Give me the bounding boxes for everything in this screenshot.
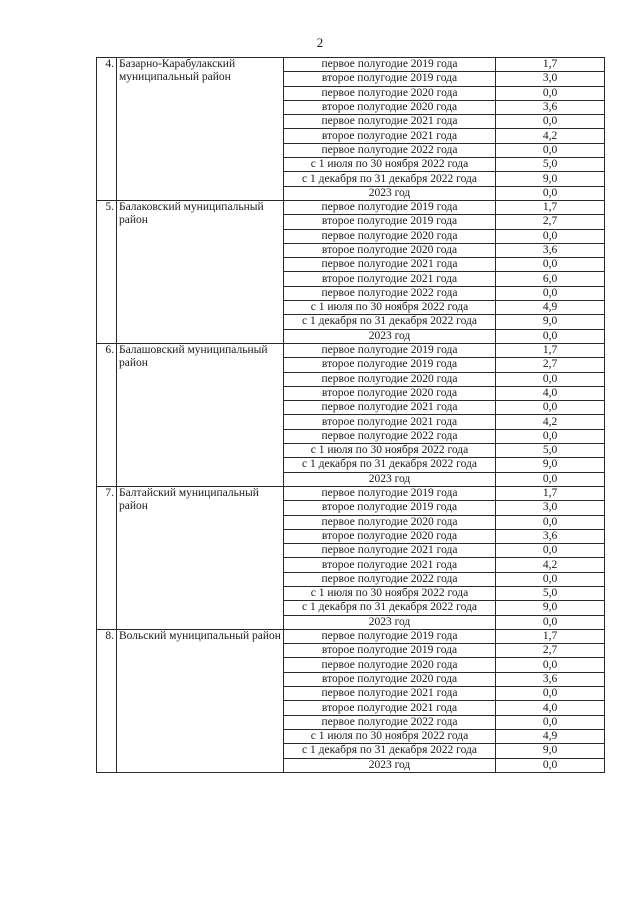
table-row [97, 200, 605, 214]
value-cell: 0,0 [496, 401, 605, 415]
period-cell: с 1 декабря по 31 декабря 2022 года [284, 601, 496, 615]
period-cell: второе полугодие 2021 года [284, 558, 496, 572]
period-cell: 2023 год [284, 758, 496, 772]
period-cell: второе полугодие 2020 года [284, 386, 496, 400]
period-cell: второе полугодие 2021 года [284, 272, 496, 286]
value-cell: 0,0 [496, 472, 605, 486]
value-cell: 5,0 [496, 586, 605, 600]
period-cell: второе полугодие 2020 года [284, 529, 496, 543]
value-cell: 0,0 [496, 115, 605, 129]
value-cell: 0,0 [496, 86, 605, 100]
value-cell: 4,9 [496, 301, 605, 315]
period-cell: 2023 год [284, 615, 496, 629]
value-cell: 3,6 [496, 100, 605, 114]
value-cell: 0,0 [496, 229, 605, 243]
period-cell: с 1 декабря по 31 декабря 2022 года [284, 315, 496, 329]
value-cell: 3,0 [496, 72, 605, 86]
period-cell: второе полугодие 2021 года [284, 415, 496, 429]
district-name: Вольский муниципальный район [117, 629, 284, 772]
value-cell: 0,0 [496, 186, 605, 200]
period-cell: второе полугодие 2019 года [284, 644, 496, 658]
period-cell: первое полугодие 2022 года [284, 572, 496, 586]
period-cell: 2023 год [284, 472, 496, 486]
table-row [97, 629, 605, 643]
period-cell: с 1 июля по 30 ноября 2022 года [284, 729, 496, 743]
value-cell: 0,0 [496, 687, 605, 701]
value-cell: 3,0 [496, 501, 605, 515]
period-cell: первое полугодие 2021 года [284, 544, 496, 558]
table-row [97, 58, 605, 72]
value-cell: 1,7 [496, 343, 605, 357]
period-cell: первое полугодие 2022 года [284, 286, 496, 300]
value-cell: 4,0 [496, 701, 605, 715]
period-cell: второе полугодие 2019 года [284, 72, 496, 86]
value-cell: 0,0 [496, 758, 605, 772]
value-cell: 9,0 [496, 458, 605, 472]
value-cell: 0,0 [496, 544, 605, 558]
period-cell: первое полугодие 2019 года [284, 200, 496, 214]
value-cell: 4,0 [496, 386, 605, 400]
value-cell: 2,7 [496, 358, 605, 372]
value-cell: 9,0 [496, 172, 605, 186]
value-cell: 0,0 [496, 372, 605, 386]
value-cell: 0,0 [496, 286, 605, 300]
district-name: Балаковский муниципальный район [117, 200, 284, 343]
value-cell: 3,6 [496, 529, 605, 543]
period-cell: второе полугодие 2019 года [284, 358, 496, 372]
district-number: 7. [97, 486, 117, 629]
period-cell: первое полугодие 2022 года [284, 715, 496, 729]
period-cell: второе полугодие 2021 года [284, 129, 496, 143]
value-cell: 0,0 [496, 615, 605, 629]
value-cell: 0,0 [496, 715, 605, 729]
period-cell: первое полугодие 2021 года [284, 687, 496, 701]
value-cell: 3,6 [496, 672, 605, 686]
district-name: Балтайский муниципальный район [117, 486, 284, 629]
table-row [97, 343, 605, 357]
value-cell: 1,7 [496, 58, 605, 72]
period-cell: первое полугодие 2019 года [284, 486, 496, 500]
period-cell: с 1 декабря по 31 декабря 2022 года [284, 458, 496, 472]
tariff-table [96, 57, 605, 773]
value-cell: 6,0 [496, 272, 605, 286]
value-cell: 4,9 [496, 729, 605, 743]
period-cell: второе полугодие 2021 года [284, 701, 496, 715]
value-cell: 9,0 [496, 315, 605, 329]
value-cell: 4,2 [496, 129, 605, 143]
period-cell: с 1 июля по 30 ноября 2022 года [284, 158, 496, 172]
district-number: 8. [97, 629, 117, 772]
value-cell: 1,7 [496, 486, 605, 500]
value-cell: 5,0 [496, 158, 605, 172]
value-cell: 4,2 [496, 558, 605, 572]
period-cell: второе полугодие 2019 года [284, 215, 496, 229]
value-cell: 9,0 [496, 601, 605, 615]
district-name: Балашовский муниципальный район [117, 343, 284, 486]
period-cell: первое полугодие 2020 года [284, 372, 496, 386]
value-cell: 2,7 [496, 644, 605, 658]
district-number: 5. [97, 200, 117, 343]
district-number: 4. [97, 58, 117, 201]
period-cell: первое полугодие 2020 года [284, 86, 496, 100]
period-cell: первое полугодие 2020 года [284, 229, 496, 243]
period-cell: первое полугодие 2020 года [284, 658, 496, 672]
value-cell: 0,0 [496, 258, 605, 272]
value-cell: 1,7 [496, 200, 605, 214]
period-cell: первое полугодие 2022 года [284, 143, 496, 157]
period-cell: с 1 июля по 30 ноября 2022 года [284, 586, 496, 600]
period-cell: первое полугодие 2022 года [284, 429, 496, 443]
page-number: 2 [316, 35, 324, 50]
period-cell: первое полугодие 2021 года [284, 401, 496, 415]
value-cell: 1,7 [496, 629, 605, 643]
value-cell: 2,7 [496, 215, 605, 229]
period-cell: первое полугодие 2021 года [284, 115, 496, 129]
period-cell: первое полугодие 2021 года [284, 258, 496, 272]
period-cell: с 1 июля по 30 ноября 2022 года [284, 301, 496, 315]
period-cell: с 1 декабря по 31 декабря 2022 года [284, 744, 496, 758]
table-row [97, 486, 605, 500]
period-cell: 2023 год [284, 329, 496, 343]
value-cell: 0,0 [496, 572, 605, 586]
value-cell: 0,0 [496, 429, 605, 443]
district-number: 6. [97, 343, 117, 486]
period-cell: с 1 декабря по 31 декабря 2022 года [284, 172, 496, 186]
value-cell: 0,0 [496, 329, 605, 343]
value-cell: 4,2 [496, 415, 605, 429]
period-cell: первое полугодие 2019 года [284, 343, 496, 357]
period-cell: первое полугодие 2019 года [284, 629, 496, 643]
period-cell: первое полугодие 2020 года [284, 515, 496, 529]
value-cell: 0,0 [496, 143, 605, 157]
period-cell: второе полугодие 2020 года [284, 672, 496, 686]
period-cell: второе полугодие 2019 года [284, 501, 496, 515]
period-cell: 2023 год [284, 186, 496, 200]
tariff-table-body [97, 58, 605, 773]
value-cell: 0,0 [496, 515, 605, 529]
value-cell: 9,0 [496, 744, 605, 758]
period-cell: второе полугодие 2020 года [284, 243, 496, 257]
period-cell: второе полугодие 2020 года [284, 100, 496, 114]
value-cell: 5,0 [496, 444, 605, 458]
district-name: Базарно-Карабулакский муниципальный район [117, 58, 284, 201]
period-cell: первое полугодие 2019 года [284, 58, 496, 72]
period-cell: с 1 июля по 30 ноября 2022 года [284, 444, 496, 458]
value-cell: 3,6 [496, 243, 605, 257]
value-cell: 0,0 [496, 658, 605, 672]
